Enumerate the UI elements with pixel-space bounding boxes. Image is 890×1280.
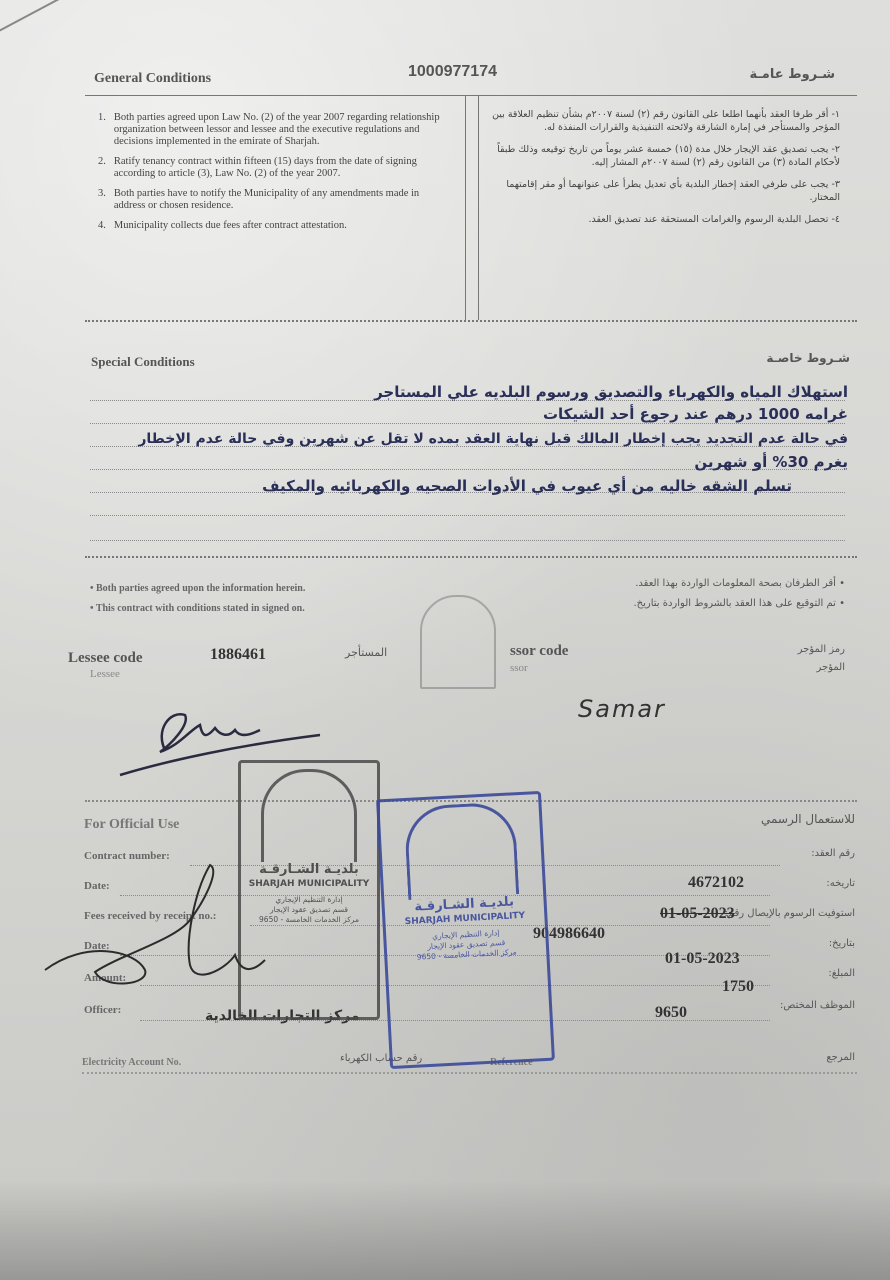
agreement-en <box>90 579 305 619</box>
general-conditions-ar <box>485 108 840 226</box>
official-field-label-ar: بتاريخ: <box>828 938 855 949</box>
special-conditions-title-ar: شـروط خاصـة <box>766 351 850 365</box>
stamp-name-ar: بلديـة الشـارقـة <box>414 894 515 915</box>
section-rule <box>82 1072 857 1074</box>
general-condition-ar-item: ١- أقر طرفا العقد بأنهما اطلعا على القانون رقم (٢) لسنة ٢٠٠٧م بشأن تنظيم العلاقة بين المؤجر والمستأجر في إمارة الشارقة ولائحته التنفيذية والقرارات المنفذة له. <box>492 109 840 133</box>
arch-emblem-icon <box>403 801 519 900</box>
stamp-line: مركز الخدمات الخامسة - 9650 <box>259 915 359 924</box>
official-field-label: Amount: <box>84 972 127 984</box>
electricity-account-label: Electricity Account No. <box>82 1057 182 1068</box>
stamp-line: مركز الخدمات الخامسة - 9650 <box>416 947 517 962</box>
special-conditions-title-en: Special Conditions <box>91 354 195 369</box>
lessor-label: ssor <box>510 662 528 674</box>
special-condition-line: غرامه 1000 درهم عند رجوع أحد الشيكات <box>542 405 848 423</box>
general-condition-ar-item: ٢- يجب تصديق عقد الإيجار خلال مدة (١٥) خمسة عشر يوماً من تاريخ توقيعه وذلك طبقاً لأحكام المادة (٣) من القانون رقم (٢) لسنة ٢٠٠٧م المشار إليه. <box>497 144 840 168</box>
special-line-rule <box>90 423 845 424</box>
official-use-title-en: For Official Use <box>84 817 180 832</box>
center-name: مركز التجارات الخالدية <box>205 1008 360 1024</box>
official-field-label-ar: المبلغ: <box>828 968 855 979</box>
stamp-details <box>390 926 542 964</box>
agreement-line: • This contract with conditions stated in signed on. <box>90 603 305 614</box>
official-field-label-ar: استوفيت الرسوم بالإيصال رقم: <box>724 908 855 919</box>
official-field-value: 904986640 <box>533 925 605 942</box>
lessee-code-value: 1886461 <box>210 646 266 663</box>
general-condition-item: 3. Both parties have to notify the Municipality of any amendments made in address or chosen residence. <box>98 188 420 211</box>
lessor-code-label: ssor code <box>510 643 569 659</box>
official-field-label-ar: الموظف المختص: <box>780 1000 855 1011</box>
special-line-rule <box>90 515 845 516</box>
agreement-ar <box>633 574 845 614</box>
agreement-line: • Both parties agreed upon the information herein. <box>90 583 306 594</box>
special-condition-line: استهلاك المياه والكهرباء والتصديق ورسوم البلديه علي المستاجر <box>374 383 848 401</box>
official-field-label: Fees received by receipt no.: <box>84 910 217 922</box>
official-field-label: Date: <box>84 940 110 952</box>
official-use-title-ar: للاستعمال الرسمي <box>760 812 855 826</box>
agreement-line: • تم التوقيع على هذا العقد بالشروط الواردة بتاريخ. <box>633 598 845 609</box>
official-field-value: 1750 <box>722 978 754 995</box>
lessor-label-ar: المؤجر <box>816 662 845 673</box>
official-field-label-ar: تاريخه: <box>826 878 855 889</box>
municipality-stamp-blue <box>376 791 555 1069</box>
general-conditions-title-en: General Conditions <box>94 71 212 86</box>
top-rule <box>85 95 857 96</box>
official-field-label-ar: رقم العقد: <box>811 848 855 859</box>
special-condition-line: في حالة عدم التجديد يجب إخطار المالك قبل نهاية العقد بمده لا تقل عن شهرين وفي حالة عدم الإخطار <box>138 431 848 447</box>
official-field-value: 01-05-2023 <box>660 905 735 922</box>
stamp-name-en: SHARJAH MUNICIPALITY <box>404 910 526 928</box>
column-divider <box>465 95 466 320</box>
electricity-account-label-ar: رقم حساب الكهرباء <box>340 1053 423 1064</box>
lessee-code-label: Lessee code <box>68 650 143 666</box>
municipality-logo-watermark <box>420 595 496 689</box>
agreement-line: • أقر الطرفان بصحة المعلومات الواردة بهذا العقد. <box>635 578 845 589</box>
section-rule <box>85 320 857 322</box>
reference-label: Reference <box>490 1057 533 1068</box>
official-field-label: Date: <box>84 880 110 892</box>
column-divider-2 <box>478 95 479 320</box>
lessee-label: Lessee <box>90 668 120 680</box>
reference-label-ar: المرجع <box>826 1052 855 1063</box>
general-condition-item: 4. Municipality collects due fees after contract attestation. <box>98 220 347 231</box>
bottom-shadow <box>0 1180 890 1280</box>
special-condition-line: تسلم الشقه خاليه من أي عيوب في الأدوات الصحيه والكهربائيه والمكيف <box>262 477 792 495</box>
officer-number: 9650 <box>655 1004 687 1021</box>
official-field-value: 01-05-2023 <box>665 950 740 967</box>
general-conditions-title-ar: شـروط عامـة <box>749 67 835 82</box>
lessee-label-ar: المستأجر <box>345 646 388 659</box>
paper-fold-shadow <box>0 0 139 42</box>
special-line-rule <box>90 540 845 541</box>
stamp-line: إدارة التنظيم الإيجاري <box>275 895 343 904</box>
official-field-value: 4672102 <box>688 874 744 891</box>
stamp-name-ar: بلديـة الشـارقـة <box>259 862 359 877</box>
general-condition-item: 2. Ratify tenancy contract within fifteen (15) days from the date of signing according to article (3), Law No. (2) of the year 2007. <box>98 156 417 179</box>
stamp-line: إدارة التنظيم الإيجاري <box>431 928 500 941</box>
lessor-signature: Samar <box>578 695 666 723</box>
stamp-line: قسم تصديق عقود الإيجار <box>427 937 506 952</box>
serial-number: 1000977174 <box>408 63 497 80</box>
arch-emblem-icon <box>261 769 357 862</box>
official-field-label: Officer: <box>84 1004 122 1016</box>
general-condition-ar-item: ٣- يجب على طرفي العقد إخطار البلدية بأي تعديل يطرأ على عنوانهما أو مقر إقامتهما المختار. <box>506 179 840 203</box>
general-condition-item: 1. Both parties agreed upon Law No. (2) of the year 2007 regarding relationship organization between lessor and lessee and the executive regulations and decisions implemented in the emirate of Sharjah. <box>98 112 440 147</box>
stamp-line: قسم تصديق عقود الإيجار <box>270 905 348 914</box>
general-condition-ar-item: ٤- تحصل البلدية الرسوم والغرامات المستحقة عند تصديق العقد. <box>588 214 840 225</box>
special-condition-line: يغرم 30% أو شهرين <box>694 453 848 471</box>
general-conditions-en <box>98 112 448 232</box>
officer-signature <box>25 860 285 1000</box>
section-rule <box>85 556 857 558</box>
official-field-label: Contract number: <box>84 850 170 862</box>
lessor-code-label-ar: رمز المؤجر <box>797 644 845 655</box>
stamp-name-en: SHARJAH MUNICIPALITY <box>248 879 370 889</box>
